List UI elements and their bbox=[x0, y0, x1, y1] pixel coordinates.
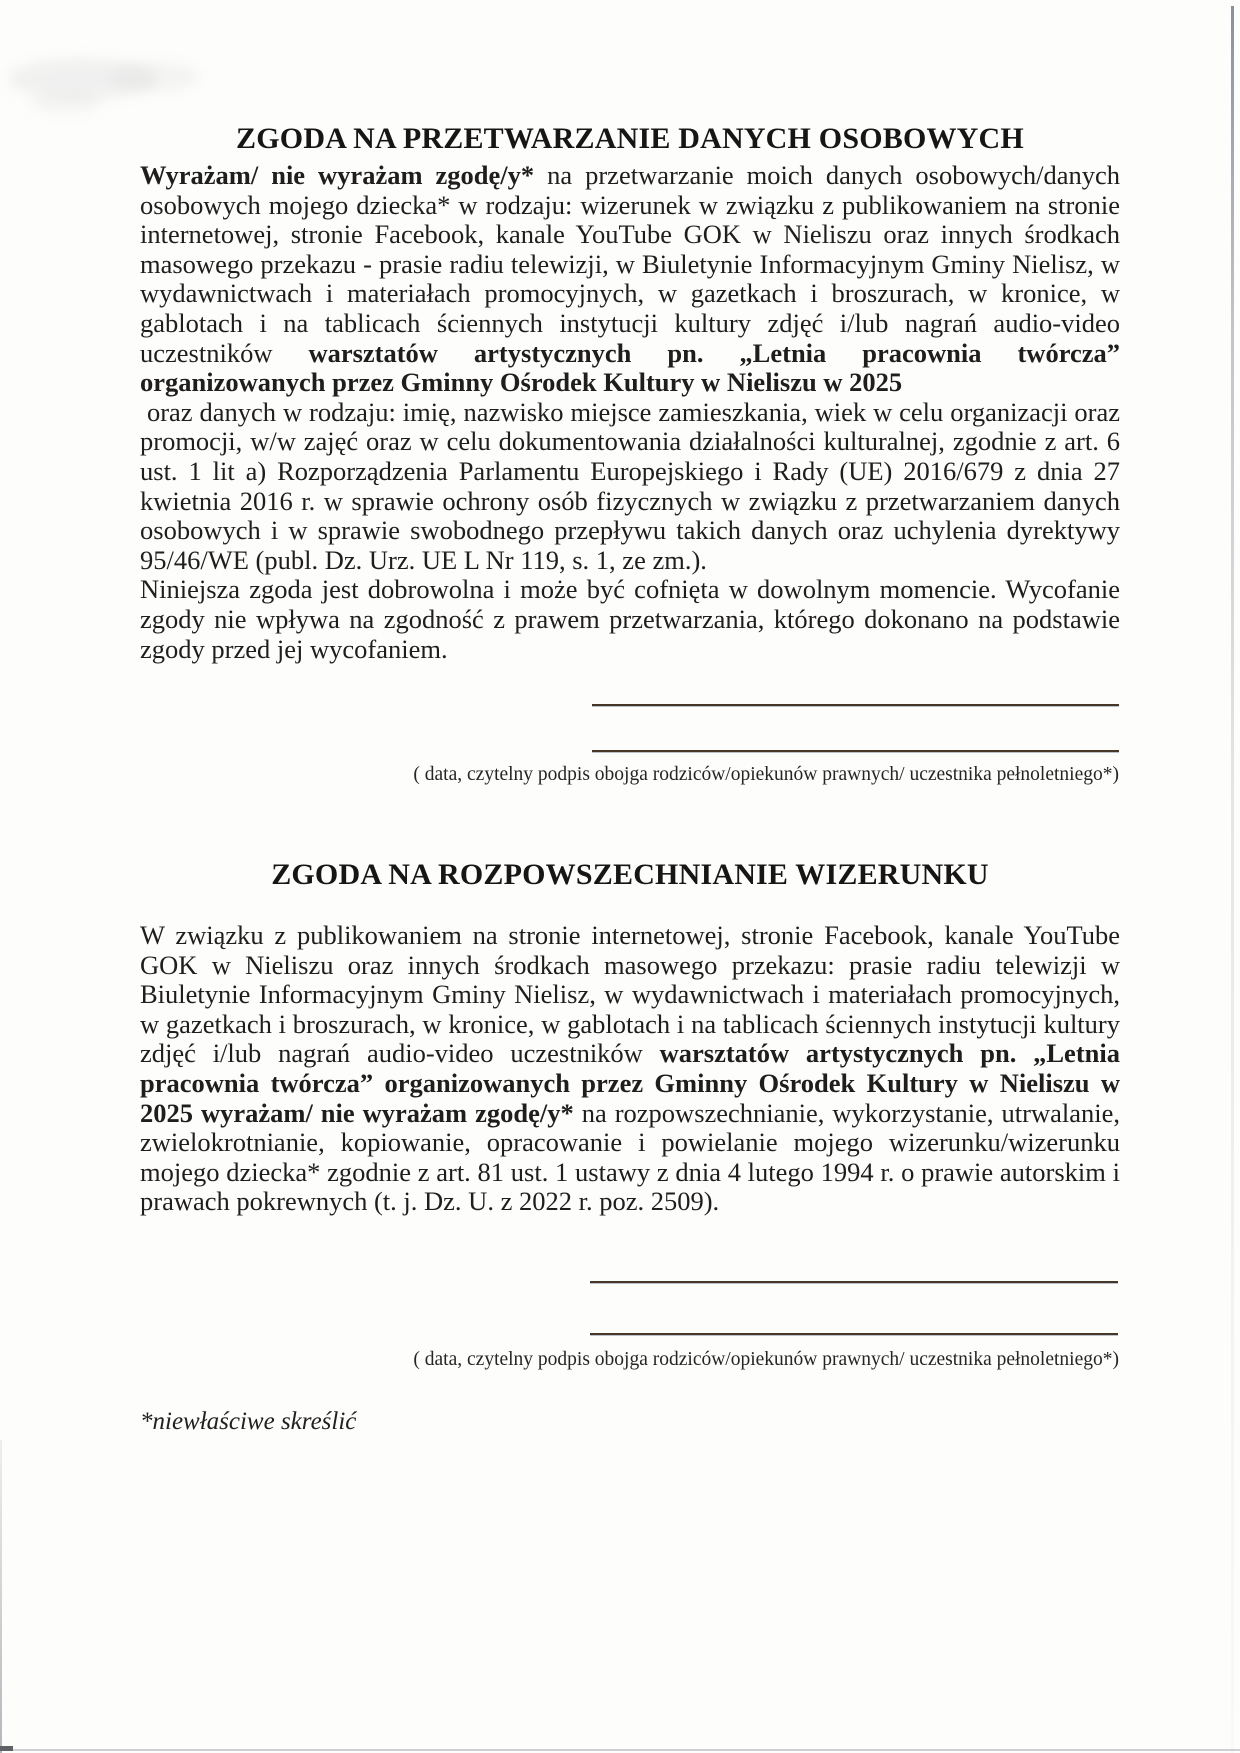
signature-line-date[interactable] bbox=[592, 704, 1119, 706]
body-paragraph: oraz danych w rodzaju: imię, nazwisko miejsce zamieszkania, wiek w celu organizacji oraz promocji, w/w zajęć oraz w celu dokumentowania działalności kulturalnej, zgodnie z art. 6 ust. 1 lit a) Rozporządzenia Parlamentu Europejskiego i Rady (UE) 2016/679 z dnia 27 kwietnia 2016 r. w sprawie ochrony osób fizycznych w związku z przetwarzaniem danych osobowych i w sprawie swobodnego przepływu takich danych oraz uchylenia dyrektywy 95/46/WE (publ. Dz. Urz. UE L Nr 119, s. 1, ze zm.). bbox=[140, 396, 1120, 575]
scan-edge-line-bottom bbox=[0, 1749, 1240, 1751]
section-heading-image-distribution: ZGODA NA ROZPOWSZECHNIANIE WIZERUNKU bbox=[271, 858, 989, 891]
body-paragraph: W związku z publikowaniem na stronie internetowej, stronie Facebook, kanale YouTube GOK w Nieliszu oraz innych środkach masowego przekazu: prasie radiu telewizji w Biuletynie Informacyjnym Gminy Nielisz, w wydawnictwach i materiałach promocyjnych, w gazetkach i broszurach, w kronice, w gablotach i na tablicach ściennych instytucji kultury zdjęć i/lub nagrań audio-video uczestników warsztatów artystycznych pn. „Letnia pracownia twórcza” organizowanych przez Gminny Ośrodek Kultury w Nieliszu w 2025 wyrażam/ nie wyrażam zgodę/y* na rozpowszechnianie, wykorzystanie, utrwalanie, zwielokrotnianie, kopiowanie, opracowanie i powielanie mojego wizerunku/wizerunku mojego dziecka* zgodnie z art. 81 ust. 1 ustawy z dnia 4 lutego 1994 r. o prawie autorskim i prawach pokrewnych (t. j. Dz. U. z 2022 r. poz. 2509). bbox=[140, 920, 1120, 1217]
footnote-strike-out-note: *niewłaściwe skreślić bbox=[140, 1408, 357, 1435]
body-paragraph: Niniejsza zgoda jest dobrowolna i może być cofnięta w dowolnym momencie. Wycofanie zgody nie wpływa na zgodność z prawem przetwarzania, którego dokonano na podstawie zgody przed jej wycofaniem. bbox=[140, 574, 1120, 664]
signature-line-date[interactable] bbox=[590, 1281, 1118, 1283]
scan-smudge-artifact bbox=[110, 62, 200, 92]
scan-corner-mark bbox=[0, 1746, 13, 1751]
section-heading-data-processing: ZGODA NA PRZETWARZANIE DANYCH OSOBOWYCH bbox=[236, 122, 1024, 155]
scan-edge-line-left bbox=[0, 1440, 2, 1753]
signature-caption: ( data, czytelny podpis obojga rodziców/opiekunów prawnych/ uczestnika pełnoletniego*) bbox=[413, 1349, 1119, 1370]
signature-line-signature[interactable] bbox=[590, 1333, 1118, 1335]
scan-edge-line-right bbox=[1231, 6, 1234, 1753]
signature-caption: ( data, czytelny podpis obojga rodziców/opiekunów prawnych/ uczestnika pełnoletniego*) bbox=[413, 764, 1119, 785]
signature-line-signature[interactable] bbox=[592, 750, 1119, 752]
body-paragraph: Wyrażam/ nie wyrażam zgodę/y* na przetwarzanie moich danych osobowych/danych osobowych mojego dziecka* w rodzaju: wizerunek w związku z publikowaniem na stronie internetowej, stronie Facebook, kanale YouTube GOK w Nieliszu oraz innych środkach masowego przekazu - prasie radiu telewizji, w Biuletynie Informacyjnym Gminy Nielisz, w wydawnictwach i materiałach promocyjnych, w gazetkach i broszurach, w kronice, w gablotach i na tablicach ściennych instytucji kultury zdjęć i/lub nagrań audio-video uczestników warsztatów artystycznych pn. „Letnia pracownia twórcza” organizowanych przez Gminny Ośrodek Kultury w Nieliszu w 2025 bbox=[140, 160, 1120, 398]
section-body-data-processing bbox=[140, 161, 1120, 664]
scan-smudge-artifact bbox=[30, 92, 100, 114]
section-body-image-distribution bbox=[140, 921, 1120, 1217]
